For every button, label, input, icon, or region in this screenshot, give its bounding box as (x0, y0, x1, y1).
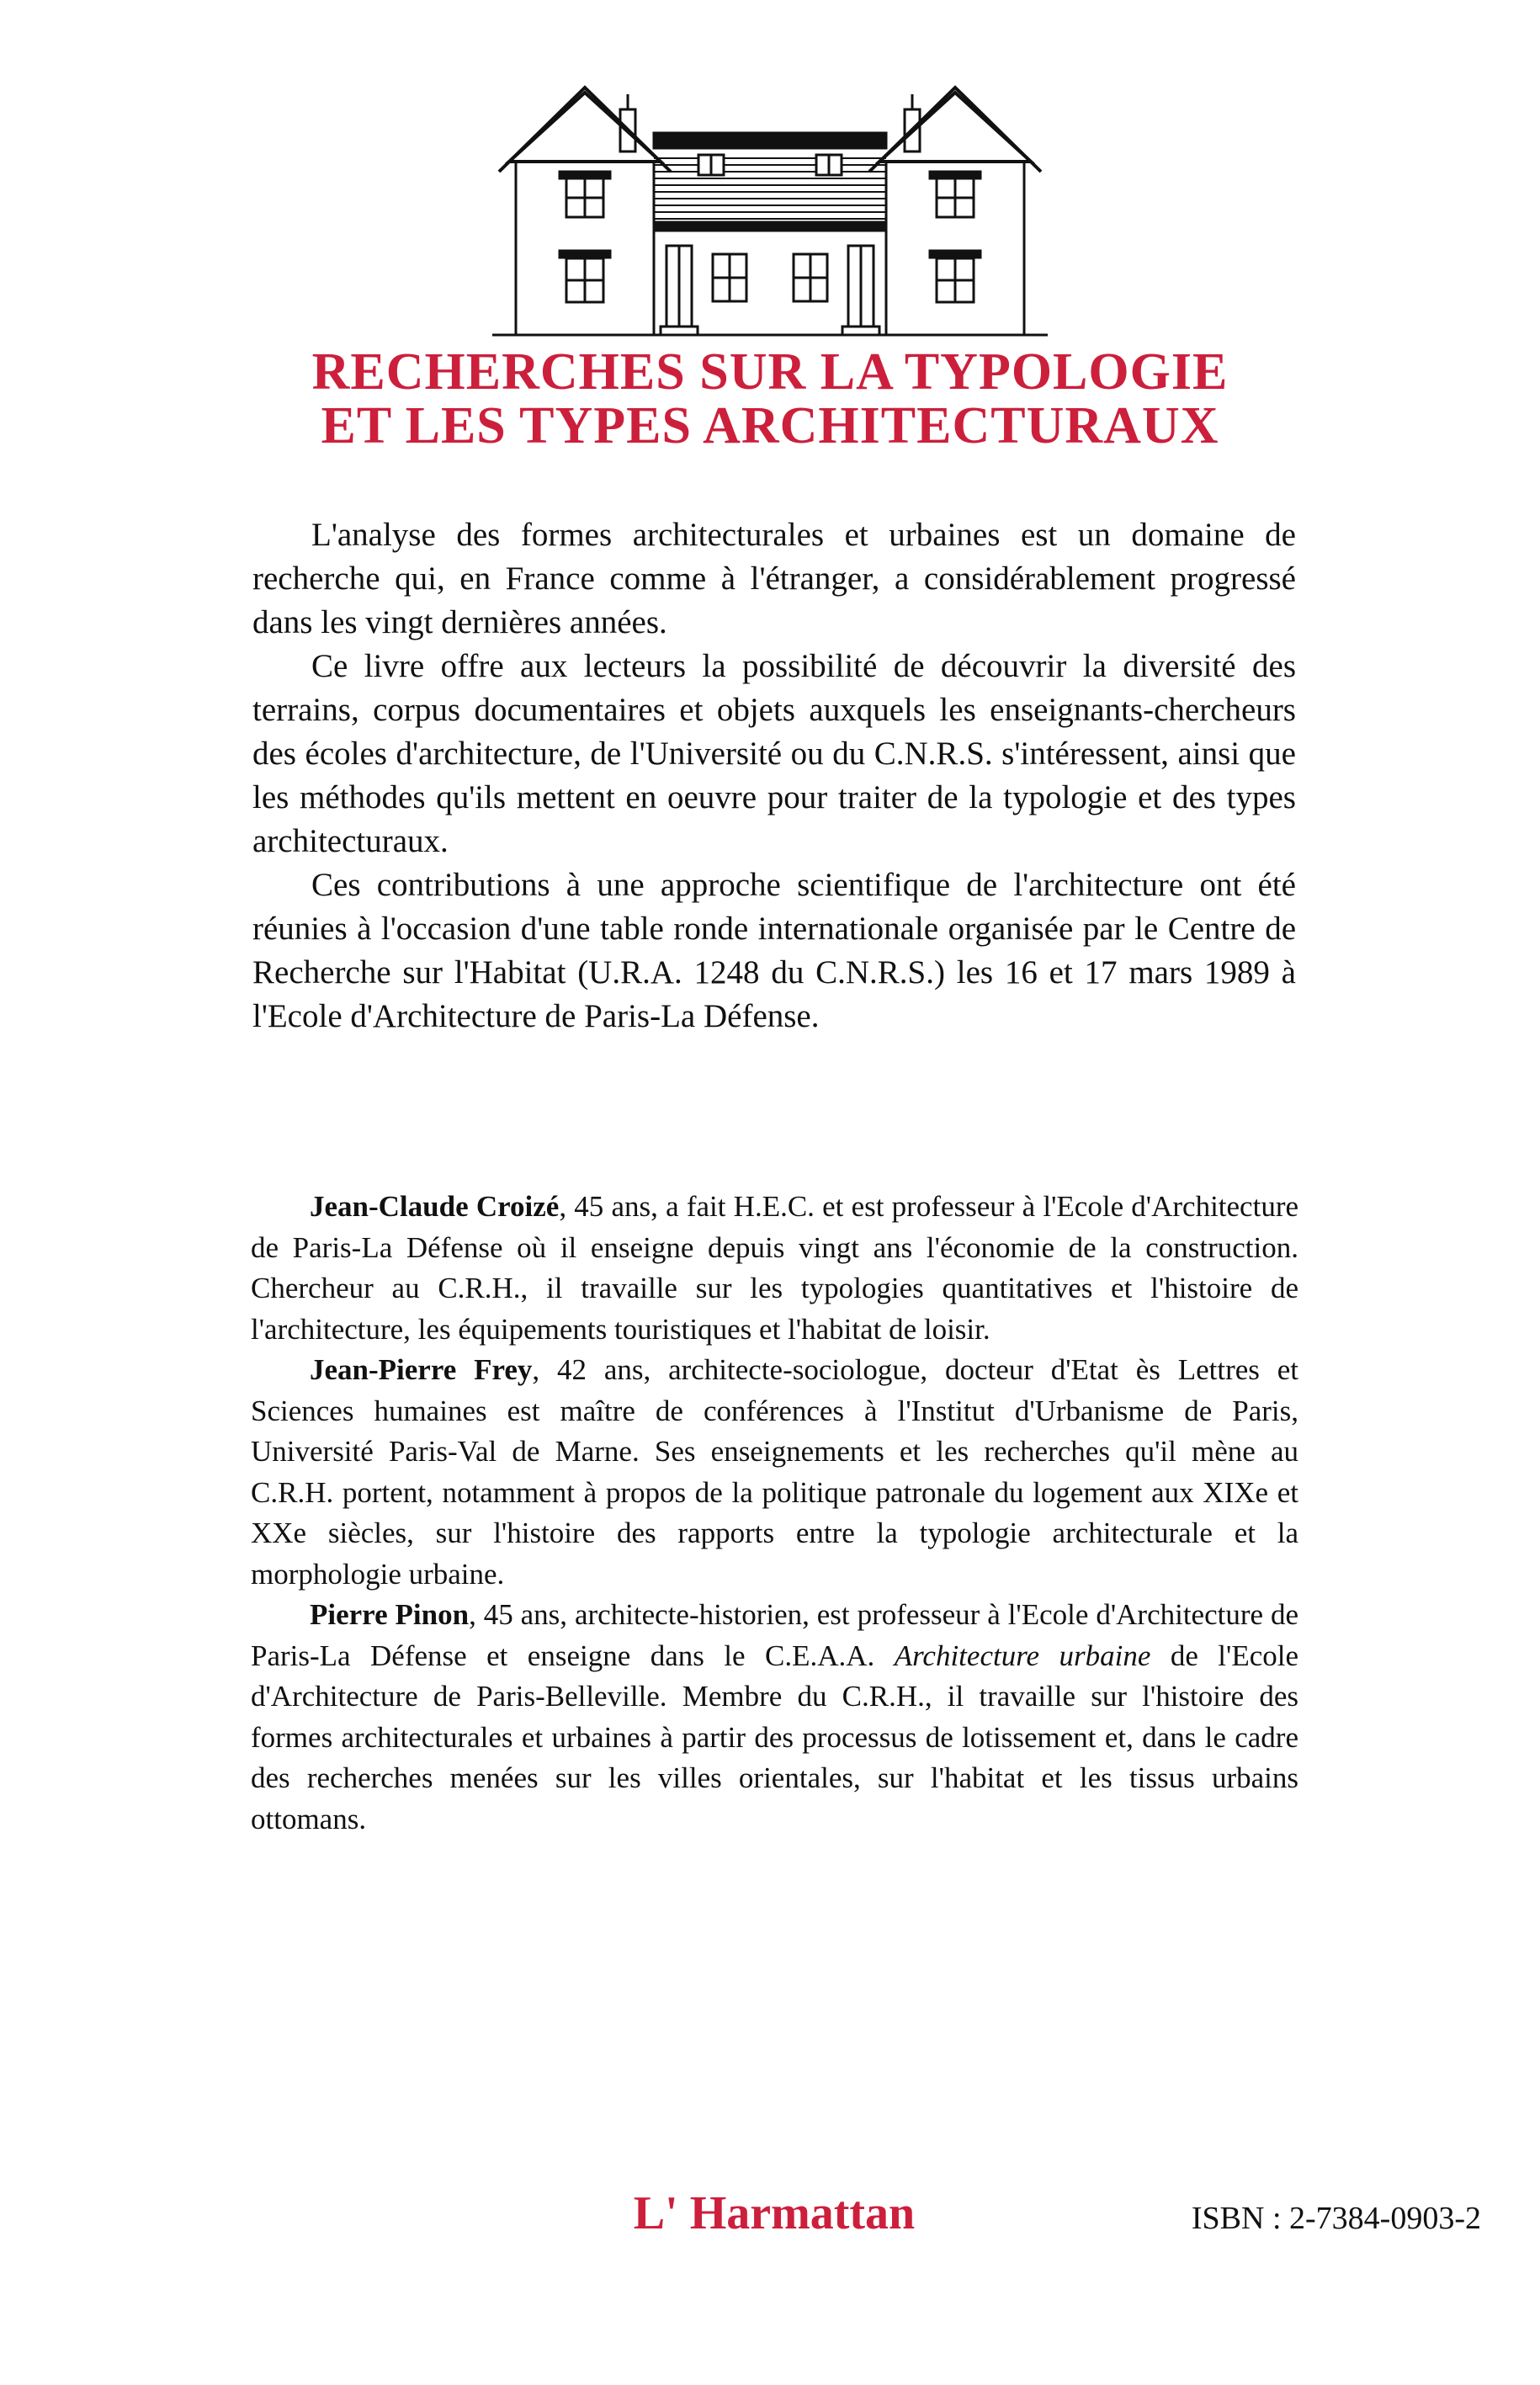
summary-paragraph: L'analyse des formes architecturales et urbaines est un domaine de recherche qui, en France comme à l'étranger, a considérablement progressé dans les vingt dernières années. (252, 517, 1296, 640)
isbn-number: ISBN : 2-7384-0903-2 (1191, 2201, 1481, 2236)
publisher-logo: L' Harmattan (633, 2187, 916, 2239)
author-bio (251, 1595, 1298, 1840)
author-bio-text: , 45 ans, a fait H.E.C. et est professeur à l'Ecole d'Architecture de Paris-La Défense où il enseigne depuis vingt ans l'économie de la construction. Chercheur au C.R.H., il travaille sur les typologies quantitatives et l'histoire de l'architecture, les équipements touristiques et l'habitat de loisir. (251, 1190, 1299, 1346)
book-title (252, 345, 1288, 453)
author-bio-text: , 42 ans, architecte-sociologue, docteur d'Etat ès Lettres et Sciences humaines est maître de conférences à l'Institut d'Urbanisme de Paris, Université Paris-Val de Marne. Ses enseignements et les recherches qu'il mène au C.R.H. portent, notamment à propos de la politique patronale du logement aux XIXe et XXe siècles, sur l'histoire des rapports entre la typologie architecturale et la morphologie urbaine. (251, 1353, 1298, 1591)
book-summary (252, 513, 1296, 1038)
author-name: Jean-Claude Croizé (310, 1190, 560, 1223)
house-drawing-icon (492, 77, 1048, 347)
author-bio-text: , 45 ans, architecte-historien, est professeur à l'Ecole d'Architecture de Paris-La Défense et enseigne dans le C.E.A.A. (251, 1598, 1298, 1672)
author-name: Jean-Pierre Frey (310, 1353, 533, 1386)
author-name: Pierre Pinon (310, 1598, 470, 1631)
title-line-1: RECHERCHES SUR LA TYPOLOGIE (311, 343, 1229, 401)
author-bio (251, 1187, 1298, 1350)
author-bio (251, 1350, 1298, 1595)
summary-paragraph: Ces contributions à une approche scientifique de l'architecture ont été réunies à l'occasion d'une table ronde internationale organisée par le Centre de Recherche sur l'Habitat (U.R.A. 1248 du C.N.R.S.) les 16 et 17 mars 1989 à l'Ecole d'Architecture de Paris-La Défense. (252, 867, 1296, 1034)
author-bios (251, 1187, 1298, 1840)
title-line-2: ET LES TYPES ARCHITECTURAUX (321, 397, 1219, 454)
course-title: Architecture urbaine (894, 1639, 1151, 1672)
author-bio-text: de l'Ecole d'Architecture de Paris-Belleville. Membre du C.R.H., il travaille sur l'histoire des formes architecturales et urbaines à partir des processus de lotissement et, dans le cadre des recherches menées sur les villes orientales, sur l'habitat et les tissus urbains ottomans. (251, 1639, 1298, 1835)
summary-paragraph: Ce livre offre aux lecteurs la possibilité de découvrir la diversité des terrains, corpus documentaires et objets auxquels les enseignants-chercheurs des écoles d'architecture, de l'Université ou du C.N.R.S. s'intéressent, ainsi que les méthodes qu'ils mettent en oeuvre pour traiter de la typologie et des types architecturaux. (252, 648, 1296, 859)
